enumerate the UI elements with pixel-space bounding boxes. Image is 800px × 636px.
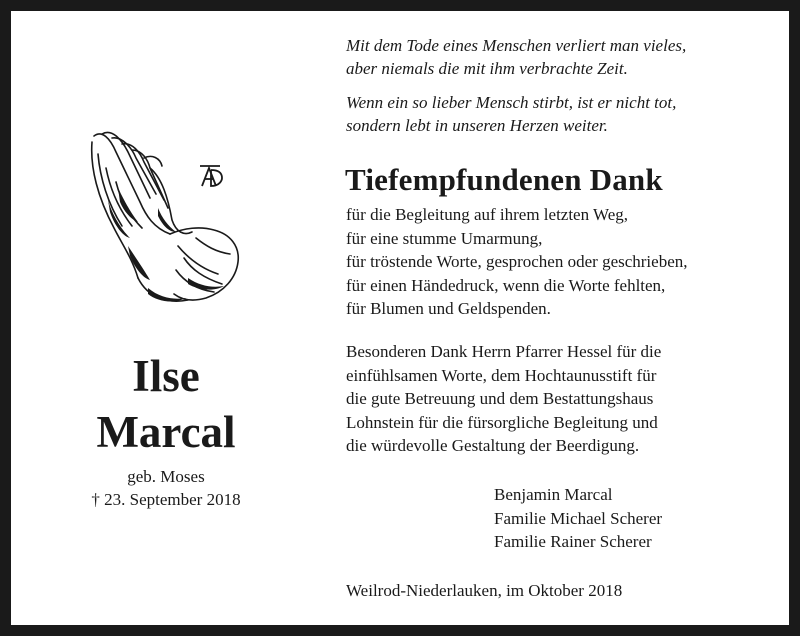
praying-hands-icon xyxy=(88,128,244,308)
quote-block-1 xyxy=(346,35,686,80)
thanks-line: für eine stumme Umarmung, xyxy=(346,228,543,248)
thanks-line: für tröstende Worte, gesprochen oder geschrieben, xyxy=(346,252,688,271)
quote-line: aber niemals die mit ihm verbrachte Zeit. xyxy=(346,58,628,78)
special-thanks-line: die gute Betreuung und dem Bestattungshaus xyxy=(346,389,654,408)
special-thanks-line: die würdevolle Gestaltung der Beerdigung. xyxy=(346,436,640,455)
deceased-last-name: Marcal xyxy=(96,407,236,457)
special-thanks-line: Lohnstein für die fürsorgliche Begleitung und xyxy=(346,412,658,432)
deceased-birth-name: geb. Moses xyxy=(127,467,205,486)
quote-block-2 xyxy=(346,92,676,137)
quote-line: Wenn ein so lieber Mensch stirbt, ist er nicht tot, xyxy=(346,93,677,112)
thanks-line: für Blumen und Geldspenden. xyxy=(346,299,551,318)
thanks-list xyxy=(346,203,688,321)
deceased-first-name: Ilse xyxy=(132,351,200,401)
place-date: Weilrod-Niederlauken, im Oktober 2018 xyxy=(346,581,623,600)
quote-line: Mit dem Tode eines Menschen verliert man vieles, xyxy=(346,36,687,55)
thanks-line: für einen Händedruck, wenn die Worte fehlten, xyxy=(346,275,666,295)
deceased-death-date: † 23. September 2018 xyxy=(91,490,241,509)
signers-list xyxy=(494,483,662,554)
quote-line: sondern lebt in unseren Herzen weiter. xyxy=(346,115,608,135)
monogram-icon xyxy=(200,166,222,186)
special-thanks-line: einfühlsamen Worte, dem Hochtaunusstift für xyxy=(346,365,657,385)
signer-name: Benjamin Marcal xyxy=(494,485,613,504)
special-thanks-line: Besonderen Dank Herrn Pfarrer Hessel für die xyxy=(346,342,662,361)
thanks-line: für die Begleitung auf ihrem letzten Weg, xyxy=(346,205,629,224)
thanks-heading: Tiefempfundenen Dank xyxy=(345,162,663,197)
signer-name: Familie Rainer Scherer xyxy=(494,532,652,551)
special-thanks-paragraph xyxy=(346,340,661,458)
signer-name: Familie Michael Scherer xyxy=(494,508,663,528)
